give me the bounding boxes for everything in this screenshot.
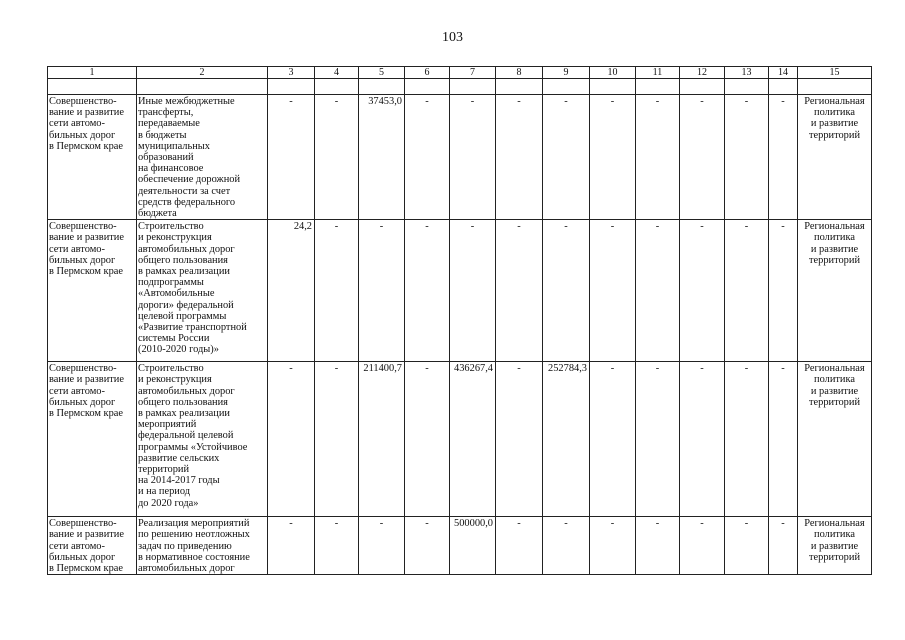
amount-cell: -	[725, 95, 769, 220]
amount-cell: -	[496, 517, 543, 575]
amount-cell: -	[315, 517, 359, 575]
event-name-cell: Совершенство- вание и развитие сети автомо- бильных дорог в Пермском крае	[48, 362, 137, 517]
amount-cell: -	[315, 220, 359, 362]
amount-cell: -	[636, 95, 680, 220]
column-header: 10	[590, 67, 636, 79]
column-header: 9	[543, 67, 590, 79]
column-header: 15	[798, 67, 872, 79]
spacer-cell	[636, 79, 680, 95]
funding-description-cell: Иные межбюджетные трансферты, передаваемые в бюджеты муниципальных образований на финансовое обеспечение дорожной деятельности за счет средств федерального бюджета	[137, 95, 268, 220]
spacer-cell	[315, 79, 359, 95]
spacer-cell	[725, 79, 769, 95]
amount-cell: -	[769, 220, 798, 362]
amount-cell: -	[769, 362, 798, 517]
amount-cell: -	[405, 517, 450, 575]
spacer-cell	[48, 79, 137, 95]
spacer-cell	[137, 79, 268, 95]
column-number-row	[48, 67, 872, 79]
column-header: 12	[680, 67, 725, 79]
spacer-cell	[543, 79, 590, 95]
amount-cell: -	[769, 517, 798, 575]
amount-cell: 24,2	[268, 220, 315, 362]
table-row	[48, 517, 872, 575]
amount-cell: -	[590, 95, 636, 220]
responsible-body-cell: Региональная политика и развитие территорий	[798, 362, 872, 517]
column-header: 8	[496, 67, 543, 79]
amount-cell: -	[359, 517, 405, 575]
spacer-row	[48, 79, 872, 95]
responsible-body-cell: Региональная политика и развитие территорий	[798, 517, 872, 575]
amount-cell: -	[636, 362, 680, 517]
amount-cell: -	[636, 220, 680, 362]
spacer-cell	[405, 79, 450, 95]
amount-cell: -	[680, 362, 725, 517]
responsible-body-cell: Региональная политика и развитие территорий	[798, 220, 872, 362]
spacer-cell	[769, 79, 798, 95]
amount-cell: -	[405, 95, 450, 220]
amount-cell: -	[268, 517, 315, 575]
column-header: 7	[450, 67, 496, 79]
amount-cell: -	[359, 220, 405, 362]
amount-cell: -	[496, 220, 543, 362]
amount-cell: -	[590, 362, 636, 517]
amount-cell: -	[680, 95, 725, 220]
amount-cell: -	[450, 95, 496, 220]
event-name-cell: Совершенство- вание и развитие сети автомо- бильных дорог в Пермском крае	[48, 220, 137, 362]
amount-cell: -	[725, 517, 769, 575]
amount-cell: 211400,7	[359, 362, 405, 517]
amount-cell: -	[496, 362, 543, 517]
amount-cell: -	[405, 362, 450, 517]
column-header: 4	[315, 67, 359, 79]
responsible-body-cell: Региональная политика и развитие территорий	[798, 95, 872, 220]
amount-cell: -	[769, 95, 798, 220]
page-number: 103	[442, 30, 463, 45]
spacer-cell	[680, 79, 725, 95]
column-header: 3	[268, 67, 315, 79]
event-name-cell: Совершенство- вание и развитие сети автомо- бильных дорог в Пермском крае	[48, 95, 137, 220]
funding-description-cell: Строительство и реконструкция автомобильных дорог общего пользования в рамках реализации мероприятий федеральной целевой программы «Устойчивое развитие сельских территорий на 2014-2017 годы и на период до 2020 года»	[137, 362, 268, 517]
column-header: 14	[769, 67, 798, 79]
amount-cell: 500000,0	[450, 517, 496, 575]
event-name-cell: Совершенство- вание и развитие сети автомо- бильных дорог в Пермском крае	[48, 517, 137, 575]
spacer-cell	[496, 79, 543, 95]
column-header: 2	[137, 67, 268, 79]
spacer-cell	[268, 79, 315, 95]
spacer-cell	[798, 79, 872, 95]
spacer-cell	[450, 79, 496, 95]
funding-description-cell: Строительство и реконструкция автомобильных дорог общего пользования в рамках реализации подпрограммы «Автомобильные дороги» федеральной целевой программы «Развитие транспортной системы России (2010-2020 годы)»	[137, 220, 268, 362]
amount-cell: -	[680, 220, 725, 362]
amount-cell: -	[405, 220, 450, 362]
amount-cell: -	[590, 220, 636, 362]
amount-cell: -	[725, 220, 769, 362]
column-header: 6	[405, 67, 450, 79]
column-header: 1	[48, 67, 137, 79]
amount-cell: -	[268, 362, 315, 517]
amount-cell: -	[315, 362, 359, 517]
amount-cell: -	[590, 517, 636, 575]
amount-cell: 252784,3	[543, 362, 590, 517]
amount-cell: -	[496, 95, 543, 220]
amount-cell: 37453,0	[359, 95, 405, 220]
table-row	[48, 220, 872, 362]
amount-cell: 436267,4	[450, 362, 496, 517]
amount-cell: -	[543, 220, 590, 362]
amount-cell: -	[636, 517, 680, 575]
amount-cell: -	[543, 95, 590, 220]
amount-cell: -	[725, 362, 769, 517]
column-header: 11	[636, 67, 680, 79]
amount-cell: -	[543, 517, 590, 575]
column-header: 13	[725, 67, 769, 79]
spacer-cell	[359, 79, 405, 95]
spacer-cell	[590, 79, 636, 95]
amount-cell: -	[680, 517, 725, 575]
table-row	[48, 362, 872, 517]
amount-cell: -	[268, 95, 315, 220]
funding-description-cell: Реализация мероприятий по решению неотложных задач по приведению в нормативное состояние автомобильных дорог	[137, 517, 268, 575]
amount-cell: -	[450, 220, 496, 362]
column-header: 5	[359, 67, 405, 79]
table-row	[48, 95, 872, 220]
budget-table	[47, 66, 872, 575]
amount-cell: -	[315, 95, 359, 220]
